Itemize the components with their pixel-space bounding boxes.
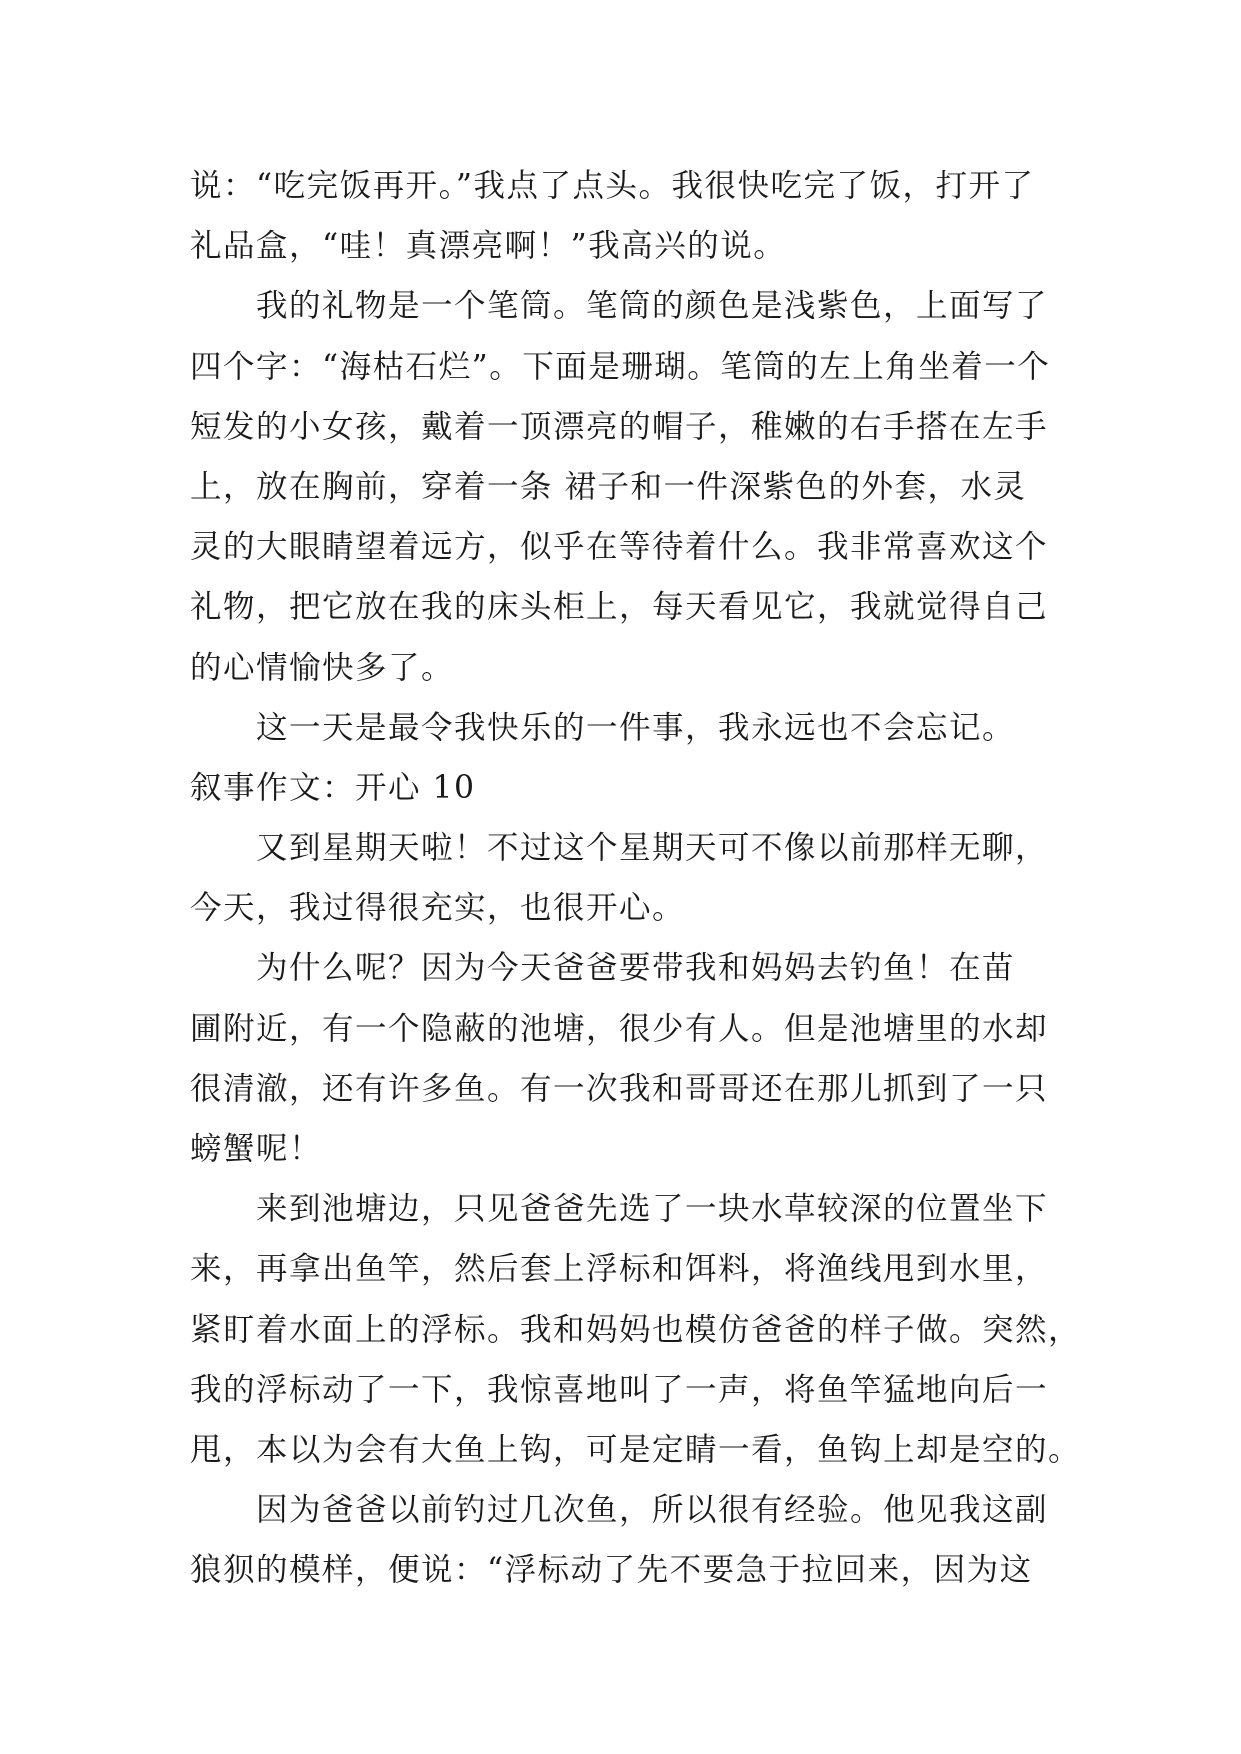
text-line: 狼狈的模样，便说：“浮标动了先不要急于拉回来，因为这 [190,1552,1033,1589]
paragraph-start-line: 为什么呢？因为今天爸爸要带我和妈妈去钓鱼！在苗 [256,950,1016,987]
text-line: 今天，我过得很充实，也很开心。 [190,890,686,927]
text-line: 来，再拿出鱼竿，然后套上浮标和饵料，将渔线甩到水里， [190,1251,1049,1288]
text-line: 礼物，把它放在我的床头柜上，每天看见它，我就觉得自己 [190,589,1049,626]
text-line: 灵的大眼睛望着远方，似乎在等待着什么。我非常喜欢这个 [190,529,1049,566]
text-line: 螃蟹呢！ [190,1131,323,1167]
text-line: 很清澈，还有许多鱼。有一次我和哥哥还在那儿抓到了一只 [190,1070,1049,1107]
paragraph-start-line: 这一天是最令我快乐的一件事，我永远也不会忘记。 [256,709,1016,746]
text-line: 说：“吃完饭再开。”我点了点头。我很快吃完了饭，打开了 [190,168,1035,204]
text-line: 圃附近，有一个隐蔽的池塘，很少有人。但是池塘里的水却 [190,1010,1049,1047]
section-heading: 叙事作文：开心 10 [190,769,476,806]
text-line: 礼品盒，“哇！真漂亮啊！”我高兴的说。 [190,228,787,265]
text-line: 紧盯着水面上的浮标。我和妈妈也模仿爸爸的样子做。突然， [190,1311,1082,1348]
text-line: 的心情愉快多了。 [190,649,455,686]
text-line: 甩，本以为会有大鱼上钩，可是定睛一看，鱼钩上却是空的。 [190,1431,1082,1468]
text-line: 短发的小女孩，戴着一顶漂亮的帽子，稚嫩的右手搭在左手 [190,408,1049,445]
paragraph-start-line: 又到星期天啦！不过这个星期天可不像以前那样无聊， [256,830,1049,867]
paragraph-start-line: 来到池塘边，只见爸爸先选了一块水草较深的位置坐下 [256,1191,1049,1228]
text-line: 四个字：“海枯石烂”。下面是珊瑚。笔筒的左上角坐着一个 [190,348,1051,385]
essay-text [190,156,1082,1601]
text-line: 我的浮标动了一下，我惊喜地叫了一声，将鱼竿猛地向后一 [190,1371,1049,1408]
paragraph-start-line: 因为爸爸以前钓过几次鱼，所以很有经验。他见我这副 [256,1492,1049,1529]
text-line: 上，放在胸前，穿着一条 裙子和一件深紫色的外套，水灵 [190,468,1027,505]
paragraph-start-line: 我的礼物是一个笔筒。笔筒的颜色是浅紫色，上面写了 [256,288,1049,325]
